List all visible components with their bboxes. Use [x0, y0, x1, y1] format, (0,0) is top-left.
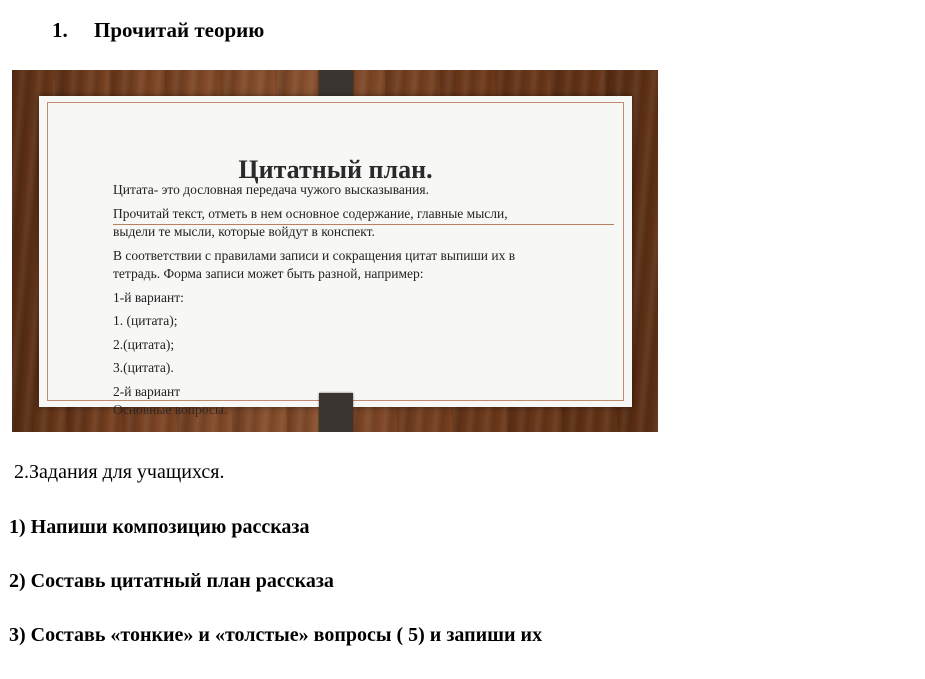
section-1-heading	[52, 18, 264, 43]
slide-line: 2.(цитата);	[113, 337, 175, 352]
task-item: 1) Напиши композицию рассказа	[9, 516, 310, 538]
slide-line: тетрадь. Форма записи может быть разной, например:	[113, 266, 424, 281]
slide-line: Основные вопросы.	[113, 402, 228, 417]
slide-line: В соответствии с правилами записи и сокращения цитат выпиши их в	[113, 248, 516, 263]
slide-line: выдели те мысли, которые войдут в конспект.	[113, 224, 375, 239]
slide-line: 1. (цитата);	[113, 313, 178, 328]
slide-card	[39, 96, 632, 417]
slide-line: Цитата- это дословная передача чужого высказывания.	[113, 182, 429, 197]
slide-title: Цитатный план.	[238, 155, 433, 184]
section-1-number: 1.	[52, 18, 68, 42]
slide-line: 2-й вариант	[113, 384, 181, 399]
bottom-binder-clip	[319, 393, 353, 432]
section-2-heading: 2.Задания для учащихся.	[14, 461, 225, 483]
slide-image	[12, 70, 658, 432]
slide-line: 3.(цитата).	[113, 360, 174, 375]
task-item: 3) Составь «тонкие» и «толстые» вопросы ( 5) и запиши их	[9, 624, 543, 646]
slide-line: 1-й вариант:	[113, 290, 184, 305]
task-item: 2) Составь цитатный план рассказа	[9, 570, 334, 592]
slide-line: Прочитай текст, отметь в нем основное содержание, главные мысли,	[113, 206, 508, 221]
section-1-title: Прочитай теорию	[94, 18, 265, 42]
